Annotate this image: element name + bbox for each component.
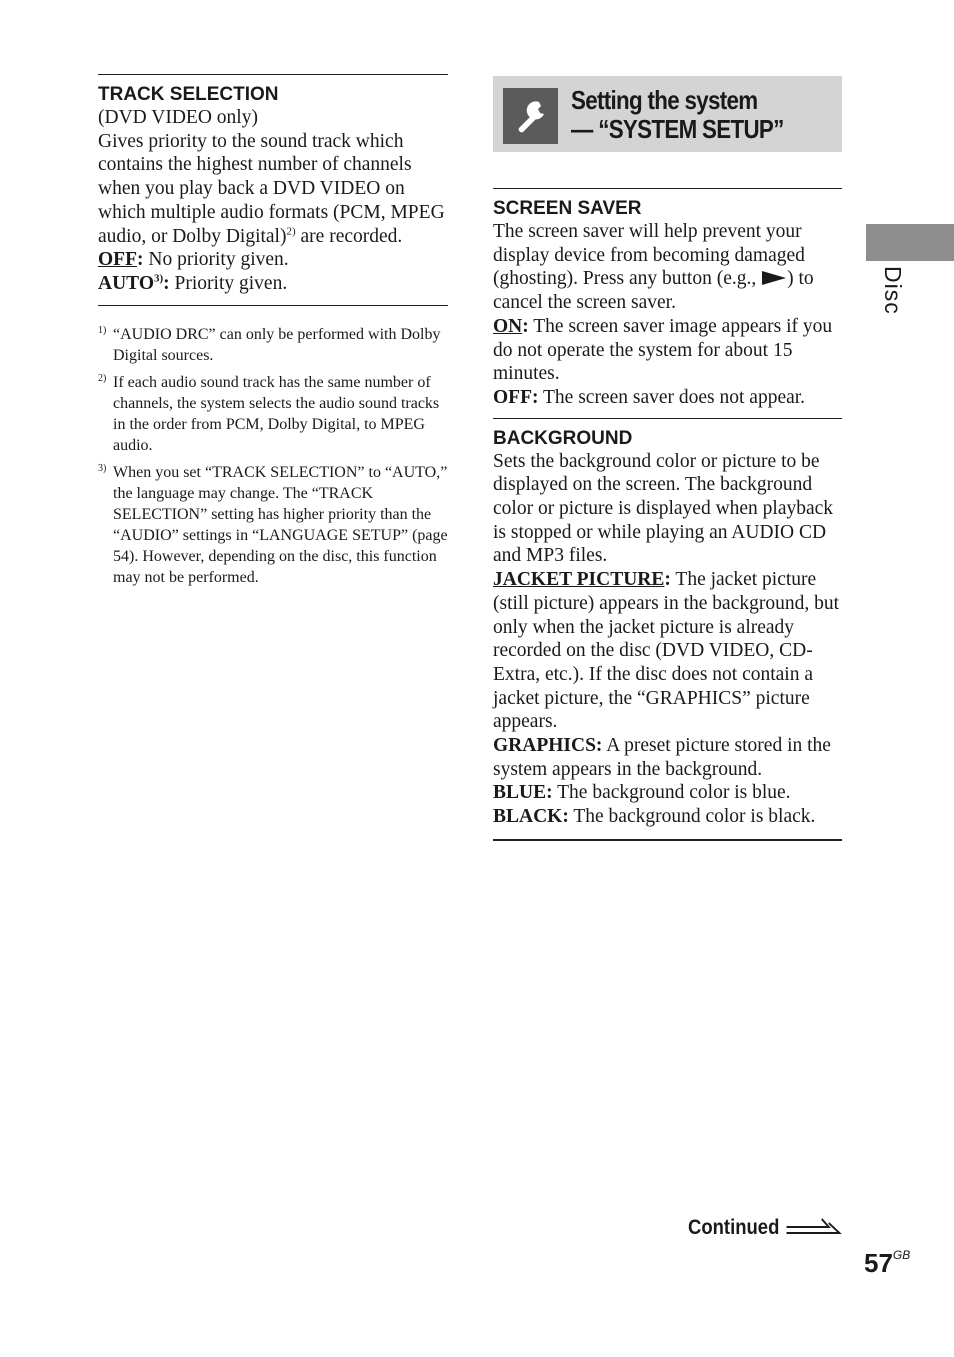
background-option-jacket: JACKET PICTURE: The jacket picture (still picture) appears in the background, but only when the jacket picture is already recorded on the disc (DVD VIDEO, CD-Extra, etc.). If the disc does not contain a jacket picture, the “GRAPHICS” picture appears. [493, 569, 840, 733]
continued-indicator [688, 1216, 843, 1240]
track-selection-option-off: OFF: No priority given. [98, 249, 289, 271]
screen-saver-heading: SCREEN SAVER [493, 198, 642, 219]
screen-saver-option-off: OFF: The screen saver does not appear. [493, 386, 806, 408]
track-selection-heading: TRACK SELECTION [98, 84, 279, 105]
section-end-rule [493, 839, 842, 841]
background-heading: BACKGROUND [493, 427, 633, 449]
wrench-icon [503, 88, 558, 144]
section-divider [98, 74, 448, 75]
section-divider [98, 305, 448, 306]
background-section [493, 427, 842, 829]
track-selection-description: Gives priority to the sound track which contains the highest number of channels when you play back a DVD VIDEO on which multiple audio formats (PCM, MPEG audio, or Dolby Digital)$^{2)}$ are recorded. [98, 130, 445, 247]
side-tab [866, 224, 954, 261]
footnote: 1) “AUDIO DRC” can only be performed with Dolby Digital sources. [98, 324, 441, 364]
screen-saver-section [493, 197, 842, 410]
section-banner [493, 76, 842, 152]
section-divider [493, 188, 842, 189]
background-description: Sets the background color or picture to be displayed on the screen. The background color or picture is displayed when playback is stopped or while playing an AUDIO CD and MP3 files. [493, 450, 834, 567]
footnotes [98, 324, 448, 588]
background-option-blue: BLUE: The background color is blue. [493, 782, 791, 804]
track-selection-section [98, 83, 448, 296]
option-term: OFF [98, 249, 137, 271]
option-term: AUTO [98, 272, 154, 294]
track-selection-option-auto: AUTO$^{3)}$: Priority given. [98, 272, 288, 294]
footnote: 3) When you set “TRACK SELECTION” to “AUTO,” the language may change. The “TRACK SELECTION” setting has higher priority than the “AUDIO” settings in “LANGUAGE SETUP” (page 54). However, depending on the disc, this function may not be performed. [98, 462, 448, 586]
play-icon [761, 271, 787, 285]
footnote: 2) If each audio sound track has the same number of channels, the system selects the audio sound tracks in the order from PCM, Dolby Digital, to MPEG audio. [98, 372, 440, 454]
background-option-graphics: GRAPHICS: A preset picture stored in the system appears in the background. [493, 735, 831, 780]
track-selection-scope: (DVD VIDEO only) [98, 107, 258, 128]
screen-saver-option-on: ON: The screen saver image appears if you do not operate the system for about 15 minutes. [493, 315, 833, 385]
left-column [98, 74, 448, 594]
right-column [493, 188, 842, 841]
page-suffix: GB [892, 1248, 911, 1262]
footnote-ref: 2) [286, 225, 296, 238]
screen-saver-description: The screen saver will help prevent your display device from becoming damaged (ghosting). Press any button (e.g., ) to cancel the screen saver. [493, 221, 814, 314]
footnote-ref: 3) [154, 272, 164, 285]
section-divider [493, 418, 842, 419]
continued-arrow-icon [785, 1217, 843, 1239]
background-option-black: BLACK: The background color is black. [493, 806, 816, 828]
continued-label: Continued [688, 1216, 780, 1239]
side-tab-label: Disc [880, 266, 906, 315]
banner-title: Setting the system — “SYSTEM SETUP” [571, 85, 784, 144]
page-number: $57^{GB}$ [864, 1248, 911, 1278]
